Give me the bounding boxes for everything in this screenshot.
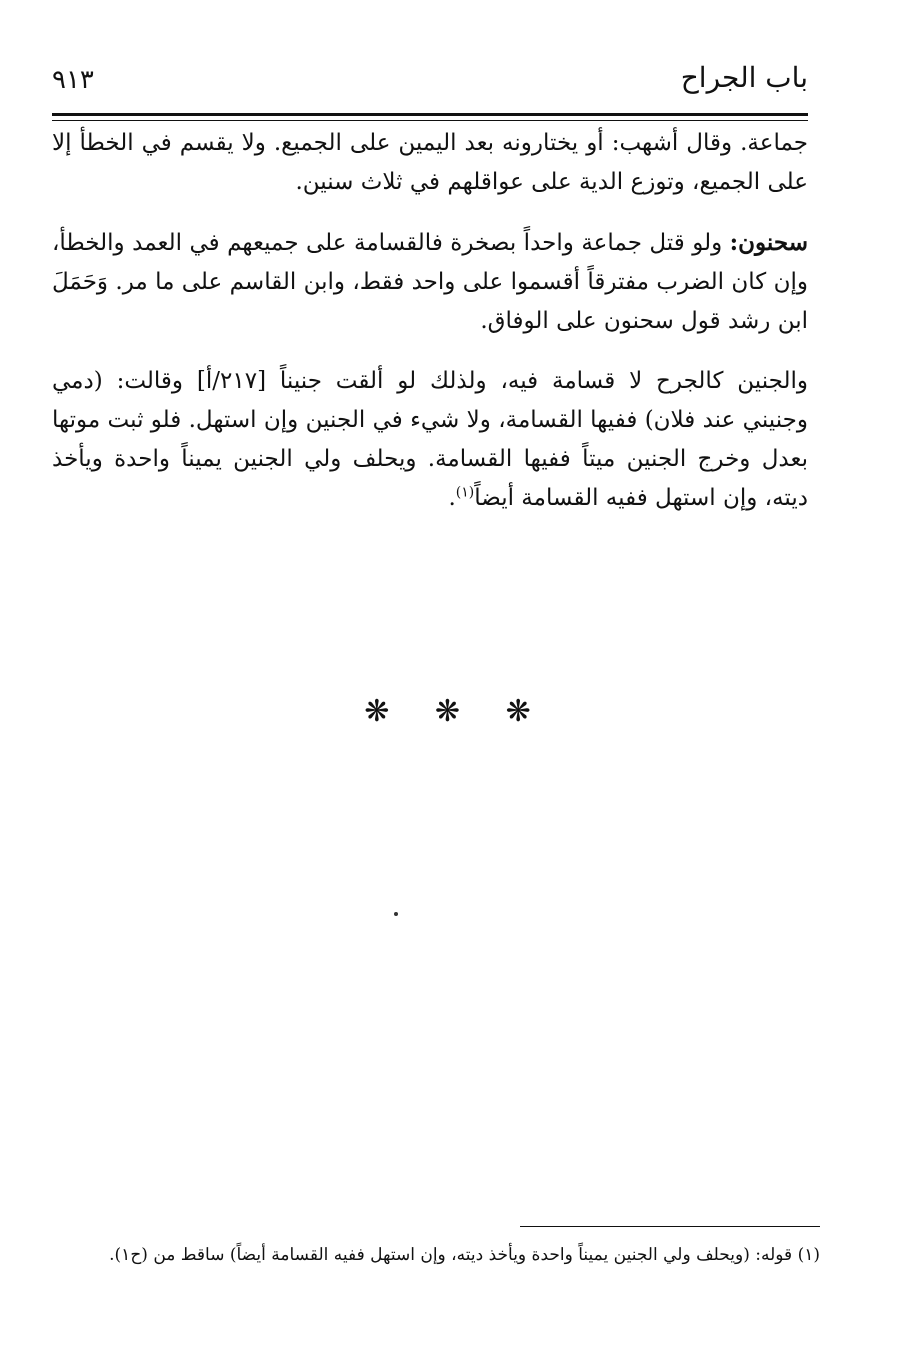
chapter-title: باب الجراح [680, 61, 808, 94]
section-separator: ❋ ❋ ❋ [364, 694, 549, 729]
paragraph-1-text: جماعة. وقال أشهب: أو يختارونه بعد اليمين على الجميع. ولا يقسم في الخطأ إلا على الجميع، وتوزع الدية على عواقلهم في ثلاث سنين. [52, 130, 808, 195]
paragraph-3 [52, 362, 808, 518]
page-number: ٩١٣ [52, 65, 94, 95]
header-rule-thin [52, 120, 808, 121]
header-rule-thick [52, 113, 808, 116]
paragraph-3-text: والجنين كالجرح لا قسامة فيه، ولذلك لو ألقت جنيناً [٢١٧/أ] وقالت: (دمي وجنيني عند فلان) ففيها القسامة، ولا شيء في الجنين وإن استهل. فلو ثبت موتها بعدل وخرج الجنين ميتاً ففيها القسامة. ويحلف ولي الجنين يميناً واحدة ويأخذ ديته، وإن استهل ففيه القسامة أيضاً [52, 368, 808, 511]
paragraph-2-text: ولو قتل جماعة واحداً بصخرة فالقسامة على جميعهم في العمد والخطأ، وإن كان الضرب مفترقاً أقسموا على واحد فقط، وابن القاسم على ما مر. وَحَمَلَ ابن رشد قول سحنون على الوفاق. [52, 230, 808, 334]
main-text [52, 124, 808, 539]
page-header [52, 52, 808, 104]
footnote-text: (١) قوله: (ويحلف ولي الجنين يميناً واحدة ويأخذ ديته، وإن استهل ففيه القسامة أيضاً) ساقط من (ح١). [109, 1245, 820, 1265]
paragraph-2 [52, 223, 808, 341]
paragraph-2-lead: سحنون: [729, 229, 808, 256]
paragraph-1 [52, 124, 808, 202]
stray-dot [394, 912, 398, 916]
paragraph-3-end: . [448, 485, 456, 511]
footnote-rule [520, 1226, 820, 1227]
footnote-reference[interactable]: (١) [455, 484, 475, 501]
footnote [100, 1240, 820, 1270]
